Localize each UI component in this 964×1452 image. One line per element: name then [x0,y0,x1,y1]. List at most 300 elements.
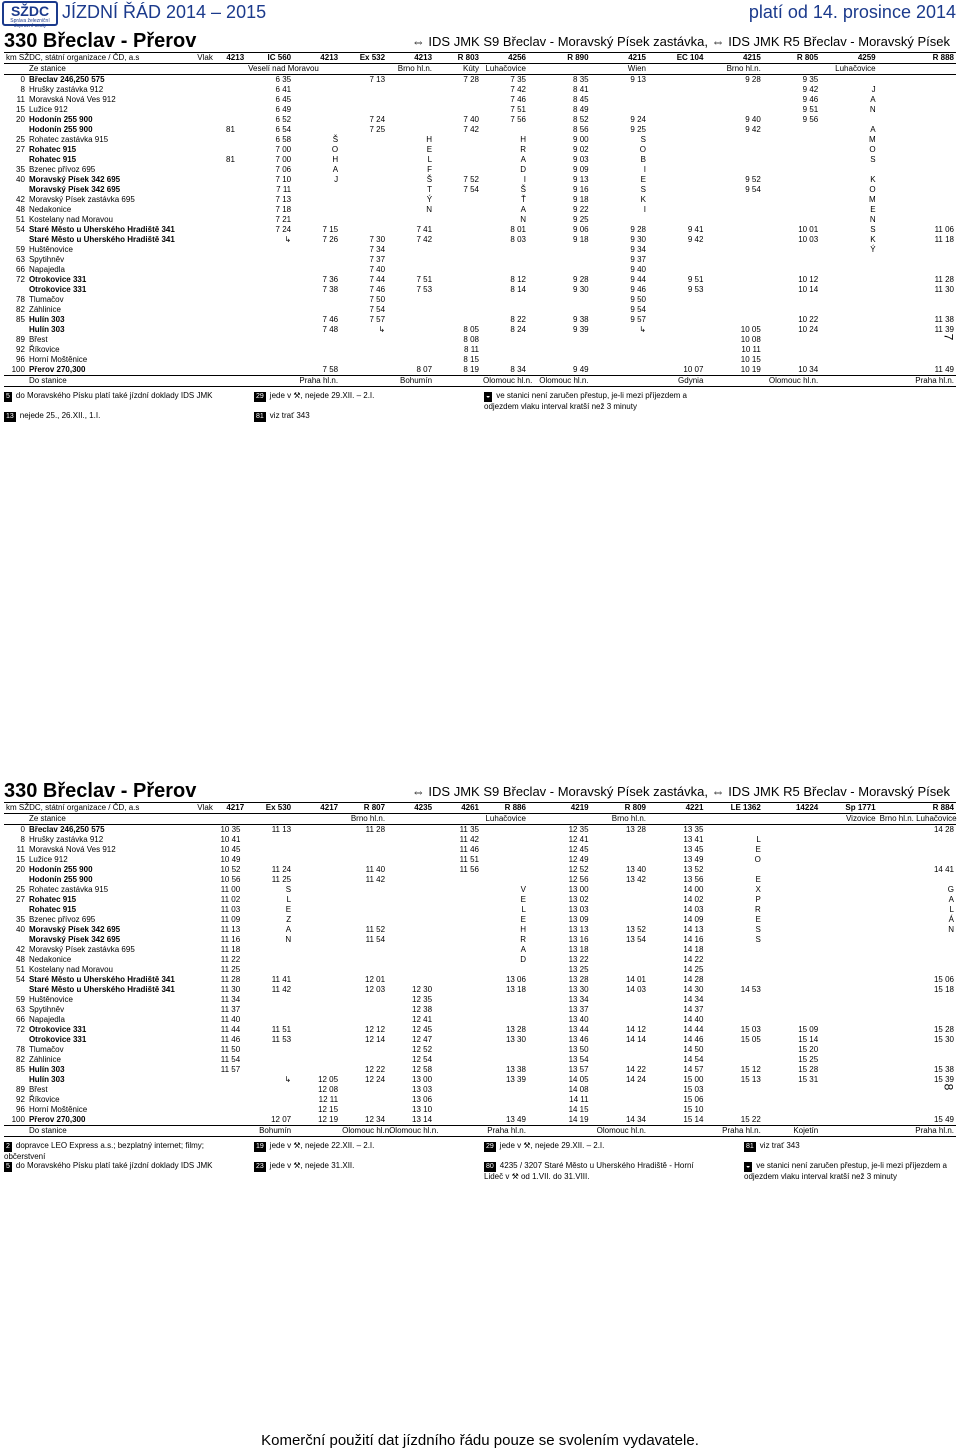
time-cell [387,814,434,825]
time-cell [293,885,340,895]
time-cell [591,1095,648,1105]
time-cell: Olomouc hl.n. [483,376,533,385]
time-cell [648,295,705,305]
time-cell: D [520,955,526,964]
time-cell [434,985,481,995]
time-cell: 10 12 [798,275,819,284]
time-cell [878,835,956,845]
time-cell [387,875,434,885]
time-cell [878,345,956,355]
footnote-symbol: ◒ [746,1163,751,1170]
table-row [4,295,956,305]
time-cell: 11 24 [271,865,292,874]
train-number: 4215 [705,53,762,64]
time-cell: 10 11 [741,345,761,354]
time-cell [246,1095,293,1105]
time-cell [528,265,591,275]
marker-cell [215,205,246,215]
time-cell [820,855,877,865]
footer-note: Komerční použití dat jízdního řádu pouze se svolením vydavatele. [261,1432,699,1449]
time-cell: 14 13 [683,925,704,934]
train-number: Sp 1771 [820,803,877,814]
time-cell [878,995,956,1005]
time-cell [820,895,877,905]
marker-cell: 11 28 [220,975,241,984]
route-header [4,30,956,52]
time-cell [387,115,434,125]
time-cell: L [756,835,761,844]
time-cell [434,955,481,965]
time-cell [340,64,387,75]
time-cell [434,215,481,225]
time-cell: 9 40 [745,115,761,124]
time-cell: 15 49 [878,1115,956,1126]
time-cell: 9 53 [687,285,704,294]
station-name: Lužice 912 [28,855,68,864]
time-cell [648,115,705,125]
table-row [4,64,956,75]
time-cell: 7 40 [463,115,479,124]
km-cell: 48 [16,955,25,964]
time-cell: 7 46 [510,95,526,104]
time-cell [648,814,705,825]
time-cell [340,1105,387,1115]
time-cell [820,1065,877,1075]
time-cell: 12 03 [365,985,386,994]
time-cell: 15 30 [933,1035,954,1044]
time-cell [591,905,648,915]
marker-cell: 11 13 [220,925,241,934]
table-row [4,1065,956,1075]
table-row [4,255,956,265]
time-cell: 10 03 [798,235,819,244]
station-name: Huštěnovice [28,245,73,254]
time-cell: 15 22 [705,1115,762,1126]
validity-date: platí od 14. prosince 2014 [748,2,956,22]
time-cell: Kúty [434,64,481,75]
station-name: Přerov 270,300 [27,1115,215,1126]
station-name: Ze stanice [27,64,215,75]
time-cell [387,845,434,855]
km-cell: 27 [16,145,25,154]
time-cell [387,85,434,95]
time-cell [340,965,387,975]
time-cell: A [870,95,876,104]
time-cell [763,195,820,205]
time-cell [434,1075,481,1085]
time-cell [481,1055,528,1065]
time-cell: 7 50 [369,295,386,304]
table-row [4,365,956,376]
timetable-block-2 [4,780,956,1221]
km-cell: 59 [16,995,25,1004]
marker-cell: 10 49 [220,855,241,864]
station-name: Hodonín 255 900 [28,125,93,134]
time-cell: A [332,165,339,174]
time-cell: 9 42 [687,235,704,244]
table-row [4,115,956,125]
train-number: 4213 [387,53,434,64]
time-cell: N [948,925,954,934]
time-cell: 12 01 [365,975,386,984]
time-cell [763,165,820,175]
table-row [4,1035,956,1045]
marker-cell [215,245,246,255]
time-cell: 9 51 [687,275,704,284]
km-cell [4,235,27,245]
time-cell [246,945,293,955]
time-cell: 8 19 [434,365,481,376]
km-cell: 0 [20,75,25,84]
time-cell: Ý [426,195,433,204]
footnote-text: jede v ⚒, nejede 22.XII. – 2.I. [269,1141,375,1150]
time-cell [481,1085,528,1095]
km-cell [4,285,27,295]
time-cell: 13 28 [505,1025,526,1034]
time-cell: Brno hl.n. Luhačovice [879,814,957,823]
station-name: Staré Město u Uherského Hradiště 341 [28,975,175,984]
time-cell [293,845,340,855]
time-cell: 10 05 [740,325,761,334]
time-cell: 12 45 [568,845,589,854]
time-cell [293,985,340,995]
time-cell [705,105,762,115]
time-cell [528,245,591,255]
time-cell [293,305,340,315]
station-name: Břest [28,1085,48,1094]
time-cell [820,965,877,975]
time-cell [648,64,705,75]
time-cell: X [755,885,761,894]
footnote [484,1161,704,1182]
time-cell [434,895,481,905]
time-cell: 7 06 [275,165,292,174]
time-cell [481,855,528,865]
time-cell [763,265,820,275]
table-row [4,315,956,325]
time-cell: D [520,165,526,174]
time-cell: 11 51 [459,855,479,864]
time-cell: 13 06 [505,975,526,984]
time-cell [387,895,434,905]
time-cell: 6 41 [275,85,292,94]
time-cell [648,265,705,275]
time-cell: 13 56 [683,875,704,884]
time-cell [591,855,648,865]
table-row [4,1055,956,1065]
time-cell: N [520,215,526,224]
time-cell: 7 54 [369,305,386,314]
station-name: Moravská Nová Ves 912 [28,95,116,104]
timetable [4,52,956,387]
time-cell: 10 08 [740,335,761,344]
time-cell [705,245,762,255]
footnote [484,1141,704,1152]
time-cell: 6 54 [275,125,292,134]
time-cell: 13 49 [683,855,704,864]
time-cell: 15 14 [798,1035,819,1044]
time-cell [820,265,877,275]
time-cell: 8 41 [573,85,589,94]
km-cell [4,325,27,335]
time-cell: 12 56 [568,875,589,884]
time-cell: ↳ [284,1075,292,1084]
time-cell: 14 01 [625,975,646,984]
station-name: Otrokovice 331 [28,1025,87,1034]
time-cell [591,945,648,955]
marker-cell [215,235,246,245]
time-cell [246,1055,293,1065]
time-cell [591,1015,648,1025]
time-cell [387,885,434,895]
time-cell: 13 16 [568,935,589,944]
time-cell: 14 12 [625,1025,646,1034]
time-cell [340,1055,387,1065]
footnote-symbol: 29 [486,1143,494,1150]
time-cell: 7 48 [322,325,339,334]
station-name: Horní Moštěnice [28,1105,88,1114]
time-cell [481,265,528,275]
time-cell [820,325,877,335]
time-cell [763,955,820,965]
km-cell: 82 [16,305,25,314]
time-cell: 13 40 [568,1015,589,1024]
time-cell: E [640,175,646,184]
time-cell: 9 18 [573,195,589,204]
time-cell: L [427,155,433,164]
time-cell: 13 50 [568,1045,589,1054]
time-cell: S [285,885,292,894]
time-cell [293,855,340,865]
time-cell: 14 16 [683,935,704,944]
time-cell: 7 15 [322,225,339,234]
marker-cell [215,195,246,205]
time-cell: 15 31 [798,1075,819,1084]
time-cell [878,64,956,75]
time-cell [820,345,877,355]
time-cell [340,335,387,345]
time-cell: 12 41 [412,1015,433,1024]
time-cell [878,945,956,955]
time-cell [648,355,705,365]
train-header-row [4,803,956,814]
table-row [4,325,956,335]
time-cell [763,975,820,985]
station-name: Říkovice [28,1095,60,1104]
km-cell: 85 [16,315,25,324]
time-cell [763,995,820,1005]
table-row [4,1095,956,1105]
time-cell [705,955,762,965]
time-cell: 14 18 [683,945,704,954]
train-header-row [4,53,956,64]
km-cell: 54 [16,975,25,984]
marker-cell [215,135,246,145]
time-cell [648,85,705,95]
table-row [4,345,956,355]
time-cell [246,305,293,315]
marker-cell: 11 37 [220,1005,241,1014]
table-row [4,845,956,855]
station-name: Přerov 270,300 [27,365,215,376]
time-cell: 10 14 [798,285,819,294]
table-row [4,895,956,905]
time-cell [591,835,648,845]
time-cell [340,165,387,175]
time-cell: 15 12 [740,1065,761,1074]
time-cell [705,305,762,315]
time-cell: 13 38 [505,1065,526,1074]
time-cell: O [331,145,339,154]
footnote-text: viz trať 343 [759,1141,800,1150]
time-cell: 9 46 [802,95,819,104]
time-cell: 9 50 [630,295,646,304]
time-cell: 13 39 [505,1075,526,1084]
time-cell [591,85,648,95]
marker-cell: 81 [226,125,235,134]
time-cell: 13 03 [568,905,589,914]
route-number: 330 Břeclav - Přerov [4,30,197,52]
ids-info: ⇔ IDS JMK S9 Břeclav - Moravský Písek zastávka, ⇔ IDS JMK R5 Břeclav - Moravský Písek [411,34,950,49]
station-name: Moravský Písek zastávka 695 [28,195,135,204]
marker-cell: 11 44 [220,1025,241,1034]
footnote-text: viz trať 343 [269,411,310,420]
time-cell: L [286,895,292,904]
time-cell [434,305,481,315]
time-cell [434,275,481,285]
time-cell: 15 20 [798,1045,819,1054]
station-name: Hulín 303 [28,1065,65,1074]
time-cell [878,185,956,195]
marker-cell [215,75,246,86]
time-cell: Š [332,135,339,144]
km-cell [4,1126,27,1137]
time-cell [434,295,481,305]
km-cell: 42 [16,945,25,954]
time-cell [591,995,648,1005]
time-cell [763,825,820,836]
time-cell: 12 38 [412,1005,433,1014]
time-cell [340,95,387,105]
time-cell: 13 18 [505,985,526,994]
time-cell: S [755,935,761,944]
time-cell [340,1045,387,1055]
time-cell [387,305,434,315]
time-cell [387,265,434,275]
time-cell: S [640,185,646,194]
time-cell: 7 37 [369,255,386,264]
time-cell: 14 41 [933,865,954,874]
time-cell: 13 54 [568,1055,589,1064]
time-cell: A [520,155,526,164]
time-cell [528,345,591,355]
time-cell [878,255,956,265]
time-cell: 7 28 [463,75,479,84]
time-cell [648,155,705,165]
time-cell [705,995,762,1005]
time-cell: 9 44 [630,275,646,284]
table-row [4,995,956,1005]
km-cell: 63 [16,1005,25,1014]
time-cell: 8 24 [510,325,526,334]
time-cell [528,64,591,75]
time-cell [878,1005,956,1015]
table-row [4,955,956,965]
time-cell: 9 40 [630,265,646,274]
time-cell [820,255,877,265]
footnote-symbol: 80 [486,1163,494,1170]
time-cell [387,245,434,255]
footnote-symbol: 2 [6,1143,10,1150]
time-cell [246,814,293,825]
footnote-symbol: 81 [256,413,264,420]
time-cell: M [868,135,876,144]
time-cell: 11 35 [459,825,479,834]
time-cell: I [643,205,646,214]
time-cell: 14 34 [683,995,704,1004]
table-row [4,835,956,845]
time-cell [591,95,648,105]
time-cell: 12 05 [318,1075,339,1084]
time-cell: 12 41 [568,835,589,844]
time-cell: 7 40 [369,265,386,274]
table-row [4,1025,956,1035]
station-name: Bzenec přívoz 695 [28,165,96,174]
footnote-symbol: 19 [256,1143,264,1150]
station-name: Rohatec 915 [28,895,77,904]
time-cell: 7 00 [275,155,292,164]
time-cell [878,1105,956,1115]
time-cell: 7 21 [275,215,292,224]
time-cell [763,1105,820,1115]
header-cell: Vlak [27,803,215,814]
time-cell: L [949,905,954,914]
time-cell [763,1085,820,1095]
km-cell: 25 [16,135,25,144]
time-cell: 12 54 [412,1055,433,1064]
time-cell [340,175,387,185]
time-cell: Praha hl.n. [293,376,340,387]
time-cell: 9 42 [745,125,761,134]
marker-cell: 11 02 [220,895,241,904]
table-row [4,1075,956,1085]
time-cell: O [869,145,876,154]
station-name: Otrokovice 331 [28,1035,87,1044]
time-cell: 9 13 [573,175,589,184]
time-cell [878,855,956,865]
km-cell: 72 [16,1025,25,1034]
train-number: LE 1362 [705,803,762,814]
time-cell [591,1045,648,1055]
time-cell [434,905,481,915]
time-cell [293,255,340,265]
time-cell: 10 19 [705,365,762,376]
time-cell [705,865,762,875]
time-cell [340,85,387,95]
time-cell: 13 10 [412,1105,433,1114]
km-cell: 48 [16,205,25,214]
time-cell: 7 51 [510,105,526,114]
time-cell: 7 41 [416,225,433,234]
time-cell [481,825,528,836]
time-cell [293,345,340,355]
time-cell [481,865,528,875]
marker-cell [215,1105,246,1115]
km-cell: 72 [16,275,25,284]
footnote-text: ve stanici není zaručen přestup, je-li mezi příjezdem a odjezdem vlaku interval kratší než 3 minuty [484,391,687,411]
table-row [4,1005,956,1015]
time-cell: Luhačovice [820,64,877,75]
